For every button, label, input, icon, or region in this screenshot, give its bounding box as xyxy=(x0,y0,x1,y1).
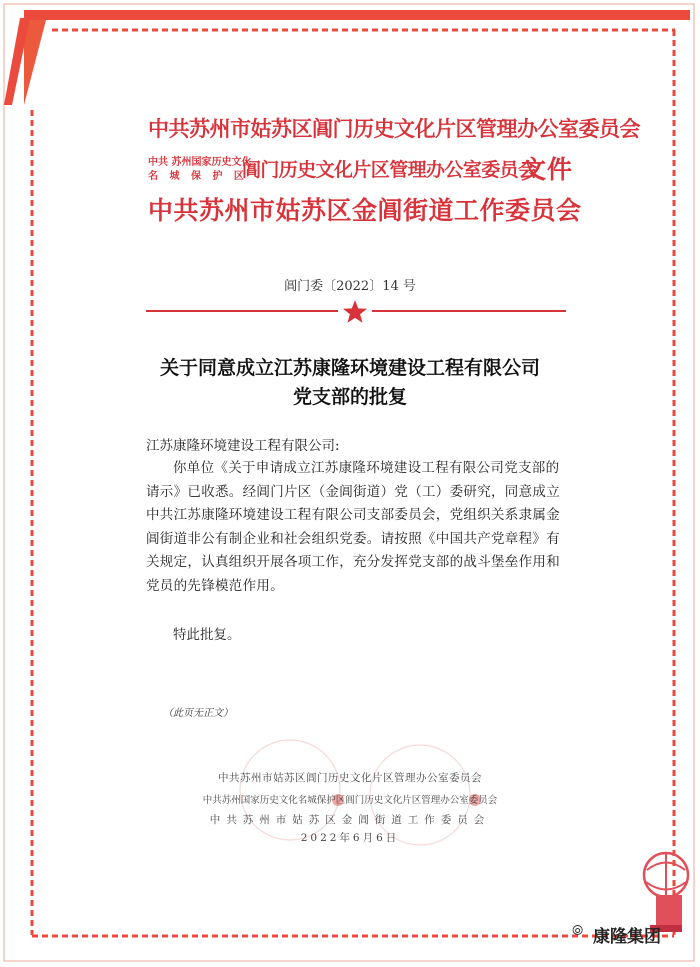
corner-fold xyxy=(24,20,46,105)
signature-line-2: 中共苏州国家历史文化名城保护区阊门历史文化片区管理办公室委员会 xyxy=(202,795,498,806)
signature-line-1: 中共苏州市姑苏区阊门历史文化片区管理办公室委员会 xyxy=(218,772,482,784)
star-icon xyxy=(343,300,367,323)
document-title-line-2: 党支部的批复 xyxy=(292,386,407,408)
header-line-2-small-bottom: 名 城 保 护 区 xyxy=(148,171,248,182)
top-stripe xyxy=(24,10,690,20)
watermark-text: 康隆集团 xyxy=(593,927,661,947)
document-title-line-1: 关于同意成立江苏康隆环境建设工程有限公司 xyxy=(159,357,540,379)
signature-line-3: 中共苏州市姑苏区金阊街道工作委员会 xyxy=(209,814,491,826)
no-text-note: （此页无正文） xyxy=(163,708,233,719)
header-line-3: 中共苏州市姑苏区金阊街道工作委员会 xyxy=(148,196,582,225)
header-document-label: 文件 xyxy=(521,155,574,184)
closing-text: 特此批复。 xyxy=(173,627,241,643)
header-line-1: 中共苏州市姑苏区阊门历史文化片区管理办公室委员会 xyxy=(148,116,640,141)
document-number: 阊门委〔2022〕14 号 xyxy=(284,279,416,294)
wechat-icon: ⦾ xyxy=(572,923,584,939)
header-line-2-main: 阊门历史文化片区管理办公室委员会 xyxy=(242,159,537,181)
signature-date: 2022年6月6日 xyxy=(300,832,400,844)
kanglong-logo-icon xyxy=(644,853,688,932)
salutation: 江苏康隆环境建设工程有限公司: xyxy=(146,438,340,454)
header-line-2-small-top: 中共 苏州国家历史文化 xyxy=(148,157,252,168)
body-paragraph: 你单位《关于申请成立江苏康隆环境建设工程有限公司党支部的请示》已收悉。经阊门片区（金阊街道）党（工）委研究，同意成立中共江苏康隆环境建设工程有限公司支部委员会，党组织关系隶属金阊街道非公有制企业和社会组织党委。请按照《中国共产党章程》有关规定，认真组织开展各项工作，充分发挥党支部的战斗堡垒作用和党员的先锋模范作用。 xyxy=(146,460,560,594)
